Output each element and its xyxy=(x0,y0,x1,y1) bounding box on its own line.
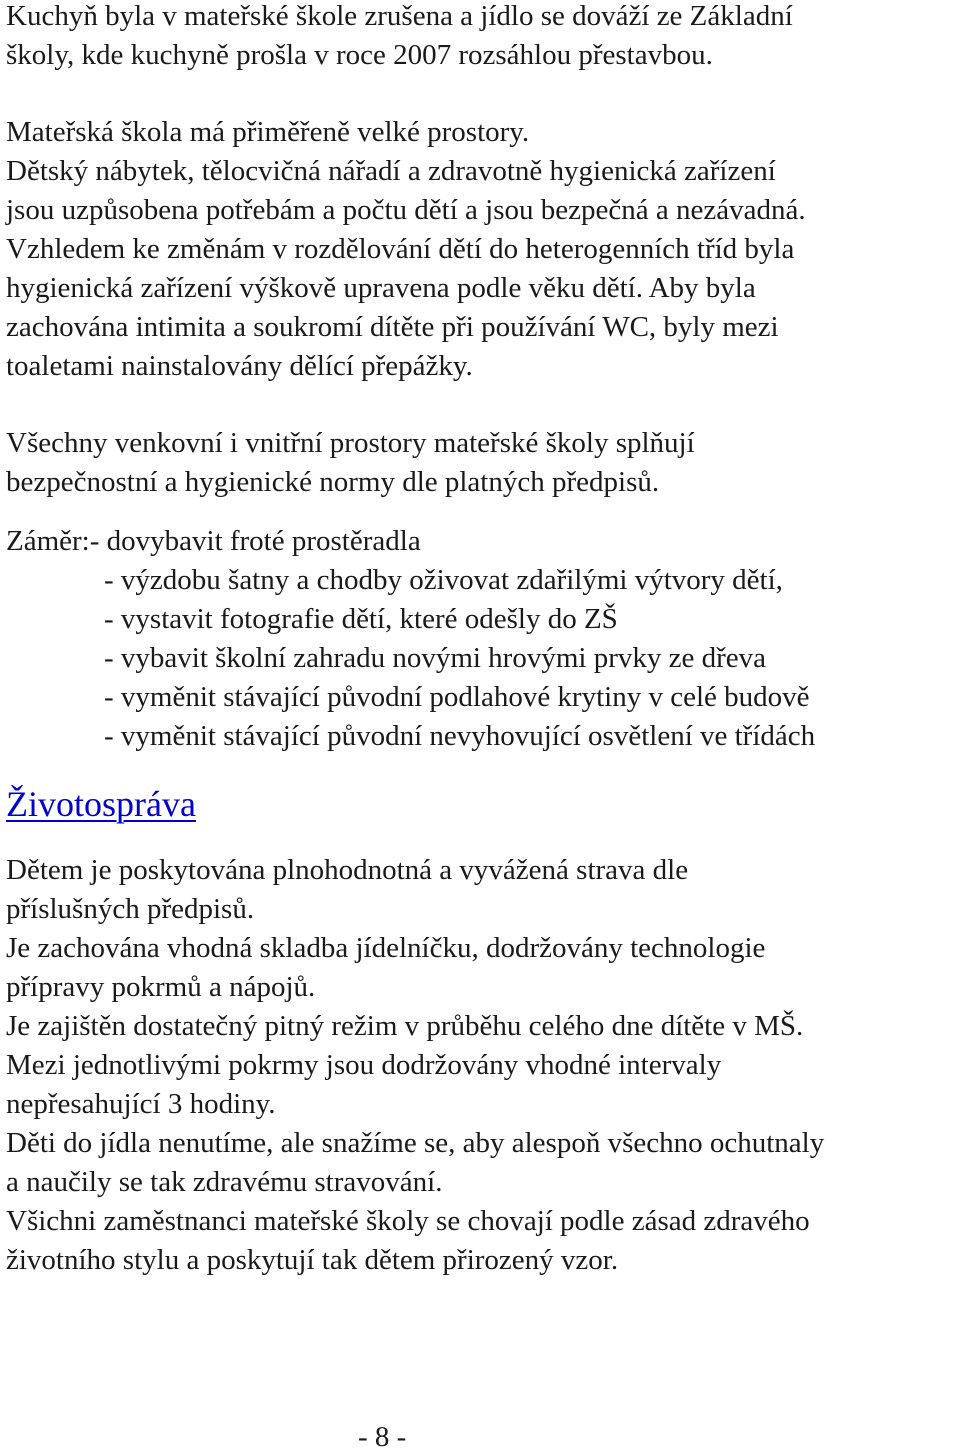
text-line: zachována intimita a soukromí dítěte při používání WC, byly mezi xyxy=(6,311,779,343)
document-page xyxy=(6,0,956,1280)
text-line: bezpečnostní a hygienické normy dle platných předpisů. xyxy=(6,466,660,498)
text-line: školy, kde kuchyně prošla v roce 2007 rozsáhlou přestavbou. xyxy=(6,39,713,71)
text-line: příslušných předpisů. xyxy=(6,893,255,925)
paragraph-lifestyle xyxy=(6,851,956,1280)
text-line: Dětský nábytek, tělocvičná nářadí a zdravotně hygienická zařízení xyxy=(6,155,776,187)
intent-first-line: Záměr:- dovybavit froté prostěradla xyxy=(6,525,421,557)
text-line: Dětem je poskytována plnohodnotná a vyvážená strava dle xyxy=(6,854,689,886)
intent-list xyxy=(6,522,956,756)
text-line: toaletami nainstalovány dělící přepážky. xyxy=(6,350,473,382)
text-line: Je zachována vhodná skladba jídelníčku, dodržovány technologie xyxy=(6,932,766,964)
text-line: přípravy pokrmů a nápojů. xyxy=(6,971,316,1003)
text-line: nepřesahující 3 hodiny. xyxy=(6,1088,276,1120)
paragraph-norms xyxy=(6,424,956,502)
text-line: Děti do jídla nenutíme, ale snažíme se, aby alespoň všechno ochutnaly xyxy=(6,1127,825,1159)
text-line: Je zajištěn dostatečný pitný režim v průběhu celého dne dítěte v MŠ. xyxy=(6,1010,804,1042)
text-line: životního stylu a poskytují tak dětem přirozený vzor. xyxy=(6,1244,619,1276)
intent-item: - vyměnit stávající původní nevyhovující osvětlení ve třídách xyxy=(104,720,816,752)
paragraph-spaces xyxy=(6,113,956,386)
intent-item: - vybavit školní zahradu novými hrovými prvky ze dřeva xyxy=(104,642,767,674)
text-line: Všechny venkovní i vnitřní prostory mateřské školy splňují xyxy=(6,427,695,459)
page-number: - 8 - xyxy=(358,1421,407,1453)
text-line: Kuchyň byla v mateřské škole zrušena a jídlo se dováží ze Základní xyxy=(6,0,793,32)
text-line: Vzhledem ke změnám v rozdělování dětí do heterogenních tříd byla xyxy=(6,233,795,265)
text-line: a naučily se tak zdravému stravování. xyxy=(6,1166,443,1198)
text-line: Všichni zaměstnanci mateřské školy se chovají podle zásad zdravého xyxy=(6,1205,810,1237)
text-line: jsou uzpůsobena potřebám a počtu dětí a jsou bezpečná a nezávadná. xyxy=(6,194,806,226)
paragraph-kitchen xyxy=(6,0,956,75)
intent-item: - vyměnit stávající původní podlahové krytiny v celé budově xyxy=(104,681,810,713)
text-line: Mateřská škola má přiměřeně velké prostory. xyxy=(6,116,530,148)
intent-item: - výzdobu šatny a chodby oživovat zdařilými výtvory dětí, xyxy=(104,564,783,596)
text-line: hygienická zařízení výškově upravena podle věku dětí. Aby byla xyxy=(6,272,756,304)
intent-item: - vystavit fotografie dětí, které odešly do ZŠ xyxy=(104,603,618,635)
text-line: Mezi jednotlivými pokrmy jsou dodržovány vhodné intervaly xyxy=(6,1049,722,1081)
section-heading-lifestyle[interactable]: Životospráva xyxy=(6,784,196,824)
